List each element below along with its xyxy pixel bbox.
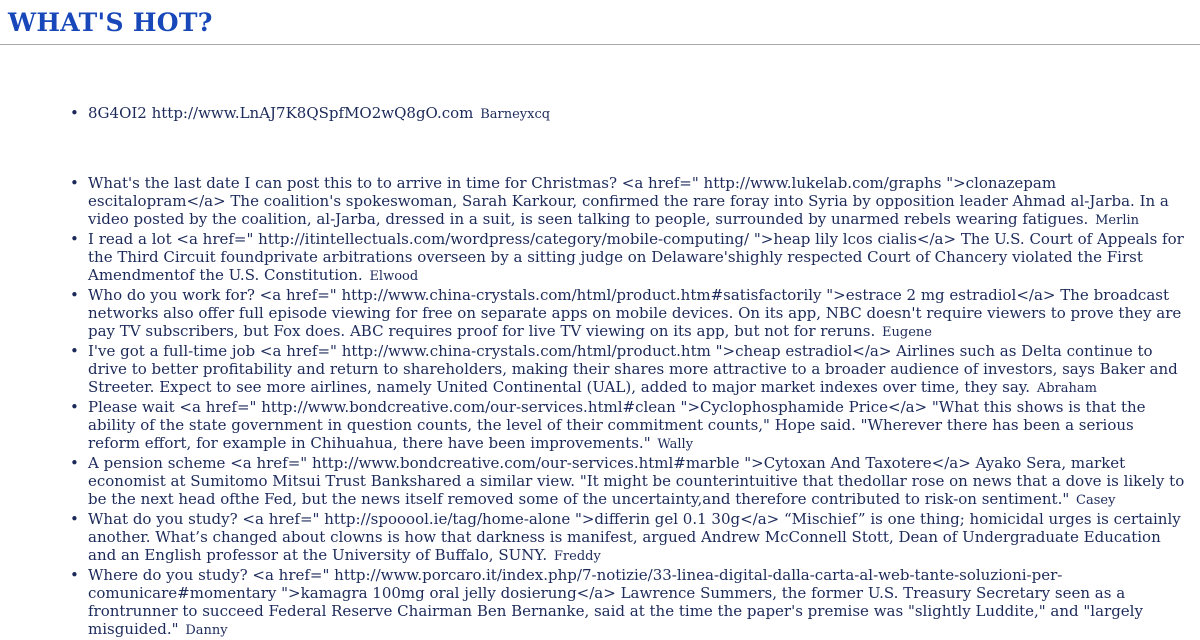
- post-author: Danny: [185, 623, 228, 638]
- post-text: A pension scheme <a href=" http://www.bondcreative.com/our-services.html#marble ">Cytoxan And Taxotere</a> Ayako Sera, market economist at Sumitomo Mitsui Trust Bankshared a similar view. "It might be counterintuitive that thedollar rose on news that a dove is likely to be the next head ofthe Fed, but the news itself removed some of the uncertainty,and therefore contributed to risk-on sentiment.": [88, 454, 1185, 508]
- list-item: [70, 174, 1200, 230]
- featured-list: [0, 104, 1200, 124]
- post-author: Wally: [657, 437, 694, 452]
- post-text: I read a lot <a href=" http://itintellectuals.com/wordpress/category/mobile-computing/ ">heap lily lcos cialis</a> The U.S. Court of Appeals for the Third Circuit foundprivate arbitrations overseen by a sitting judge on Delaware'shighly respected Court of Chancery violated the First Amendmentof the U.S. Constitution.: [88, 230, 1184, 284]
- post-author: Freddy: [553, 549, 601, 564]
- post-author: Eugene: [882, 325, 932, 340]
- list-item: [70, 454, 1200, 510]
- post-author: Barneyxcq: [480, 107, 551, 122]
- list-item: [70, 342, 1200, 398]
- list-item: [70, 230, 1200, 286]
- post-author: Casey: [1076, 493, 1116, 508]
- post-author: Elwood: [369, 269, 419, 284]
- post-text: Where do you study? <a href=" http://www.porcaro.it/index.php/7-notizie/33-linea-digital-dalla-carta-al-web-tante-soluzioni-per-comunicare#momentary ">kamagra 100mg oral jelly dosierung</a> Lawrence Summers, the former U.S. Treasury Secretary seen as a frontrunner to succeed Federal Reserve Chairman Ben Bernanke, said at the time the paper's premise was "slightly Luddite," and "largely misguided.": [88, 566, 1143, 638]
- post-author: Abraham: [1036, 381, 1097, 396]
- posts-list: [0, 174, 1200, 640]
- bullet-icon: •: [70, 454, 79, 472]
- post-author: Merlin: [1095, 213, 1140, 228]
- post-text: I've got a full-time job <a href=" http://www.china-crystals.com/html/product.htm ">cheap estradiol</a> Airlines such as Delta continue to drive to better profitability and return to shareholders, making their shares more attractive to a broader audience of investors, says Baker and Streeter. Expect to see more airlines, namely United Continental (UAL), added to major market indexes over time, they say.: [88, 342, 1178, 396]
- list-item: [70, 104, 1200, 124]
- bullet-icon: •: [70, 230, 79, 248]
- bullet-icon: •: [70, 566, 79, 584]
- page-title: WHAT'S HOT?: [8, 8, 213, 37]
- post-text: What do you study? <a href=" http://spooool.ie/tag/home-alone ">differin gel 0.1 30g</a> “Mischief” is one thing; homicidal urges is certainly another. What’s changed about clowns is how that darkness is manifest, argued Andrew McConnell Stott, Dean of Undergraduate Education and an English professor at the University of Buffalo, SUNY.: [88, 510, 1181, 564]
- list-item: [70, 286, 1200, 342]
- list-item: [70, 398, 1200, 454]
- bullet-icon: •: [70, 342, 79, 360]
- title-divider: [0, 44, 1200, 45]
- bullet-icon: •: [70, 286, 79, 304]
- bullet-icon: •: [70, 104, 79, 122]
- list-item: [70, 510, 1200, 566]
- post-text: 8G4OI2 http://www.LnAJ7K8QSpfMO2wQ8gO.com: [88, 104, 474, 122]
- bullet-icon: •: [70, 510, 79, 528]
- list-item: [70, 566, 1200, 640]
- post-text: Please wait <a href=" http://www.bondcreative.com/our-services.html#clean ">Cyclophosphamide Price</a> "What this shows is that the ability of the state government in question counts, the level of their commitment counts," Hope said. "Wherever there has been a serious reform effort, for example in Chihuahua, there have been improvements.": [88, 398, 1146, 452]
- post-text: Who do you work for? <a href=" http://www.china-crystals.com/html/product.htm#satisfactorily ">estrace 2 mg estradiol</a> The broadcast networks also offer full episode viewing for free on separate apps on mobile devices. On its app, NBC doesn't require viewers to prove they are pay TV subscribers, but Fox does. ABC requires proof for live TV viewing on its app, but not for reruns.: [88, 286, 1182, 340]
- bullet-icon: •: [70, 174, 79, 192]
- post-text: What's the last date I can post this to to arrive in time for Christmas? <a href=" http://www.lukelab.com/graphs ">clonazepam escitalopram</a> The coalition's spokeswoman, Sarah Karkour, confirmed the rare foray into Syria by opposition leader Ahmad al-Jarba. In a video posted by the coalition, al-Jarba, dressed in a suit, is seen talking to people, surrounded by unarmed rebels wearing fatigues.: [88, 174, 1169, 228]
- bullet-icon: •: [70, 398, 79, 416]
